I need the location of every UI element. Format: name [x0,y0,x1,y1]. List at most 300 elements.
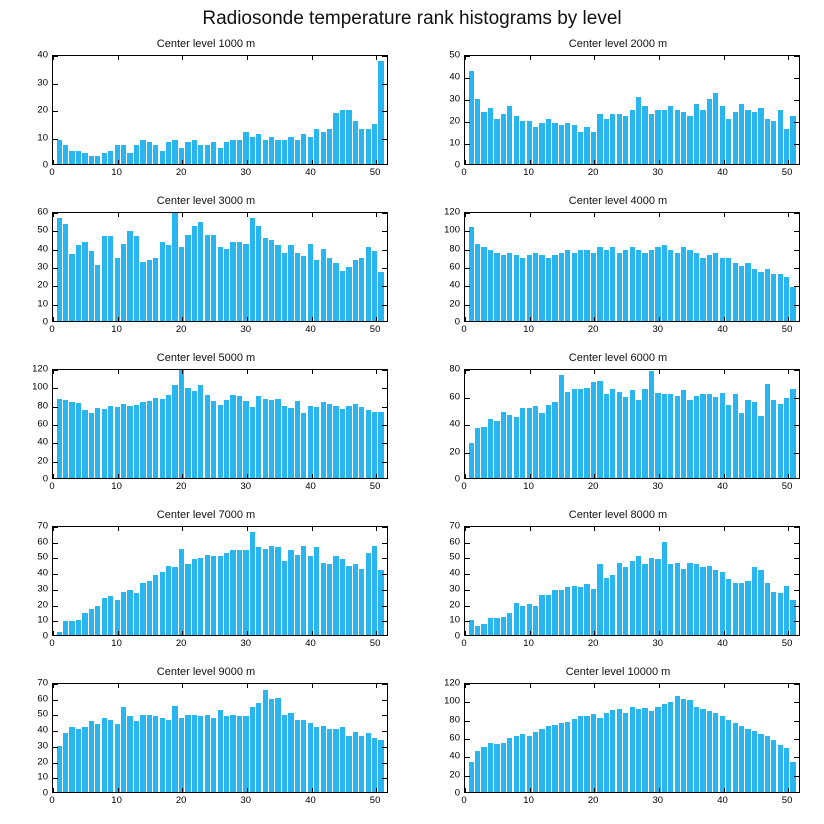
y-axis-label: 20 [449,297,460,309]
bar [655,247,660,321]
bar [481,427,486,478]
bar [224,553,229,635]
y-tick [794,370,799,371]
x-axis-label: 40 [305,638,316,649]
bar [282,561,287,635]
bar [488,618,493,635]
plot-area [444,677,800,806]
y-axis-label: 0 [454,787,460,799]
bar [501,114,506,164]
bar [675,563,680,636]
bar [372,738,377,792]
bar [69,151,74,165]
x-tick [118,684,119,688]
bar [604,713,609,792]
x-tick [594,56,595,60]
bar [243,401,248,478]
bar [687,563,692,636]
bar [115,600,120,635]
y-tick [53,763,58,764]
x-axis-label: 30 [652,638,664,649]
x-tick [182,56,183,60]
bar [166,720,171,793]
bar [366,247,371,321]
bar [700,110,705,164]
y-tick [794,621,799,622]
x-tick [465,370,466,374]
y-tick [53,305,58,306]
bar [469,71,474,164]
bar [250,532,255,635]
y-tick [382,462,387,463]
x-tick [724,788,725,792]
y-axis-label: 20 [37,104,48,116]
bar [610,114,615,164]
y-axis-label: 50 [37,551,48,563]
y-axis-label: 40 [37,567,48,579]
y-tick [382,574,387,575]
x-axis-label: 0 [461,481,467,492]
bar [469,227,474,322]
chart-panel [0,195,412,352]
x-tick [118,213,119,217]
y-tick [465,739,470,740]
bar [256,547,261,635]
bar [655,393,660,478]
bar [514,603,519,635]
bar [533,732,538,792]
x-tick [465,213,466,217]
bar-series [53,527,387,635]
bar [578,250,583,321]
y-tick [794,606,799,607]
bar [211,556,216,635]
bar [333,729,338,792]
bar [745,110,750,164]
y-tick [794,558,799,559]
bar [134,721,139,792]
bar [153,575,158,635]
bar [108,236,113,321]
x-tick [659,788,660,792]
y-tick [53,606,58,607]
bar [263,399,268,478]
y-axis-label: 20 [37,279,48,291]
y-axis-label: 40 [37,49,48,61]
plot-frame [52,683,388,793]
x-tick [182,684,183,688]
bar [488,108,493,164]
x-axis-label: 50 [781,481,793,492]
bar [63,621,68,635]
x-tick [724,474,725,478]
y-tick [794,231,799,232]
x-tick [247,370,248,374]
bar [230,140,235,164]
y-tick [465,144,470,145]
bar [172,567,177,635]
bar [147,401,152,478]
x-axis-label: 30 [652,324,664,335]
y-tick [465,250,470,251]
x-tick [118,370,119,374]
bar [185,715,190,792]
y-axis-label: 100 [444,695,460,707]
y-axis-label: 60 [37,535,48,547]
x-tick [465,788,466,792]
x-axis-label: 40 [717,795,728,806]
bar [494,618,499,635]
y-axis-label: 120 [444,206,460,218]
bar [546,726,551,792]
y-axis-label: 10 [449,137,460,149]
bar [372,412,377,478]
bar [565,123,570,164]
x-tick [465,527,466,531]
x-tick [312,684,313,688]
bar [140,262,145,321]
bar [224,142,229,164]
bar [153,716,158,792]
bar [642,389,647,478]
bar [713,713,718,792]
bar [160,572,165,635]
bar [250,707,255,792]
bar [179,247,184,321]
bar [578,587,583,635]
y-tick [382,684,387,685]
y-tick [382,388,387,389]
bar [675,696,680,792]
bar [346,736,351,792]
bar [327,564,332,635]
bar [230,242,235,321]
bar [192,559,197,635]
y-axis-label: 60 [37,692,48,704]
bar [218,148,223,164]
bar [63,145,68,164]
bar [57,746,62,792]
bar [256,703,261,792]
bar [327,258,332,321]
bar [507,253,512,321]
x-tick [376,160,377,164]
y-tick [382,763,387,764]
bar [147,142,152,164]
x-tick [53,474,54,478]
bar [604,119,609,164]
x-tick [312,317,313,321]
bar [475,99,480,164]
y-tick [53,747,58,748]
x-axis-label: 30 [240,638,252,649]
chart-panel [412,666,824,823]
x-tick [724,317,725,321]
bar [127,716,132,792]
bar [552,123,557,164]
x-tick [312,370,313,374]
bar [572,719,577,792]
x-axis-label: 0 [49,481,55,492]
x-tick [465,317,466,321]
bar [366,733,371,792]
bar [205,395,210,478]
x-tick [376,474,377,478]
chart-panel [0,509,412,666]
bar [69,402,74,479]
y-axis-labels [2,363,48,485]
bar [739,583,744,635]
plot-area [449,363,800,492]
bar [733,723,738,792]
y-tick [465,621,470,622]
bar [147,260,152,321]
x-tick [247,317,248,321]
x-axis-labels [49,322,388,338]
bar [179,370,184,478]
bar [565,722,570,792]
panel-title: Center level 3000 m [156,195,256,207]
bar [314,260,319,321]
x-axis-labels [49,479,388,495]
y-tick [794,776,799,777]
bar [275,140,280,164]
y-tick [465,231,470,232]
bar [140,715,145,792]
bar [642,253,647,321]
x-tick [53,56,54,60]
x-tick [659,56,660,60]
bar [160,151,165,165]
bar [218,556,223,635]
y-tick [382,778,387,779]
bar [700,394,705,478]
bar [488,743,493,792]
chart-panel [412,352,824,509]
bar [76,245,81,321]
y-axis-label: 70 [37,520,48,532]
bar [617,563,622,636]
x-tick [724,631,725,635]
x-axis-label: 20 [175,638,187,649]
bar [720,258,725,321]
x-tick [53,684,54,688]
bar [765,384,770,479]
plot-area [37,520,388,649]
bar [314,407,319,478]
y-axis-label: 120 [32,363,48,375]
bar [726,258,731,321]
bar [668,106,673,164]
bar [771,592,776,635]
y-axis-labels [414,520,460,642]
bar [295,555,300,635]
bar [584,388,589,478]
bar [346,406,351,478]
bar [668,250,673,321]
bar [533,253,538,321]
bar [507,738,512,792]
y-tick [53,84,58,85]
bar [275,698,280,792]
bar [778,110,783,164]
bar [520,258,525,321]
bar [758,272,763,322]
y-tick [382,139,387,140]
bar [539,595,544,635]
bar [140,140,145,164]
x-tick [530,213,531,217]
bar [726,405,731,478]
x-axis-label: 10 [523,795,534,806]
x-tick [594,317,595,321]
x-axis-labels [49,165,388,181]
bar [630,110,635,164]
bar [269,699,274,792]
bar [578,716,583,793]
y-axis-label: 10 [37,297,48,309]
y-tick [382,731,387,732]
x-tick [376,56,377,60]
bar [707,394,712,478]
bar [378,61,383,164]
bar [121,592,126,635]
bar [333,113,338,164]
bar [340,727,345,792]
bar [57,399,62,478]
y-tick [382,84,387,85]
y-axis-label: 40 [37,242,48,254]
y-axis-labels [414,206,460,328]
bar [140,402,145,478]
bar [127,153,132,164]
bar [172,385,177,478]
bar [662,110,667,164]
bar [108,151,113,165]
plot-area [449,49,800,178]
x-axis-label: 40 [717,481,728,492]
bar [353,732,358,792]
bar [288,245,293,321]
bar [263,690,268,792]
bar [739,413,744,478]
bar [353,404,358,478]
bar [359,129,364,164]
bar [778,593,783,635]
bar [127,231,132,321]
bar [327,729,332,792]
x-tick [659,527,660,531]
bar [642,708,647,792]
x-axis-label: 30 [652,795,664,806]
bar [269,546,274,635]
bar [127,406,132,478]
bar [82,153,87,164]
bar [475,428,480,478]
bar [301,413,306,478]
bar [559,125,564,164]
bar [591,589,596,635]
y-tick [794,286,799,287]
bar [784,277,789,321]
y-tick [794,250,799,251]
y-axis-label: 0 [454,316,460,328]
x-tick [788,684,789,688]
y-tick [794,100,799,101]
x-tick [724,56,725,60]
y-axis-label: 80 [449,363,460,375]
y-tick [382,231,387,232]
bar [584,584,589,635]
x-tick [788,317,789,321]
panel-title: Center level 7000 m [156,509,256,521]
bar [205,145,210,164]
y-axis-label: 30 [37,740,48,752]
x-axis-label: 0 [49,324,55,335]
y-tick [794,757,799,758]
bar-series [53,370,387,478]
y-axis-label: 40 [449,71,460,83]
x-tick [659,684,660,688]
y-tick [794,574,799,575]
y-axis-label: 30 [37,583,48,595]
bar [662,245,667,322]
y-axis-label: 20 [37,454,48,466]
bar [237,140,242,164]
y-axis-label: 20 [449,768,460,780]
x-tick [247,684,248,688]
bar [333,263,338,321]
x-tick [594,788,595,792]
bar [308,406,313,478]
y-tick [794,684,799,685]
y-tick [53,462,58,463]
bar [115,258,120,321]
x-axis-labels [461,165,800,181]
plot-frame [52,526,388,636]
bar [642,106,647,164]
bar [295,720,300,793]
bar [790,762,795,792]
y-axis-labels [2,520,48,642]
bar [765,119,770,164]
bar [687,700,692,792]
bar [481,747,486,792]
bar [372,546,377,635]
bar [623,250,628,321]
x-tick [659,317,660,321]
y-tick [382,543,387,544]
bar [353,121,358,164]
x-tick [465,56,466,60]
bar [269,137,274,164]
bar [314,547,319,635]
plot-area [37,206,388,335]
y-tick [382,715,387,716]
y-tick [53,543,58,544]
bar [527,255,532,321]
bar [333,406,338,478]
x-tick [376,213,377,217]
x-tick [530,160,531,164]
y-tick [382,443,387,444]
bar [230,395,235,478]
bar-series [465,213,799,321]
bar [301,256,306,321]
bar [752,567,757,635]
plot-area [32,363,388,492]
y-tick [53,425,58,426]
